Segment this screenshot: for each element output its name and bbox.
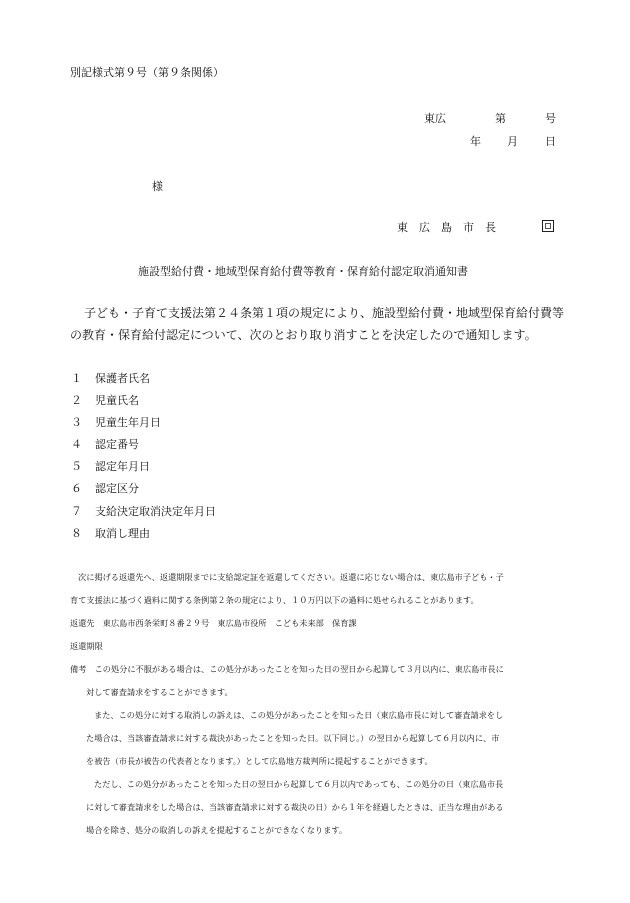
item-label: 児童氏名	[95, 394, 139, 408]
item-number: ２	[71, 394, 82, 408]
return-deadline: 返還期限	[70, 641, 103, 651]
item-number: ５	[71, 460, 82, 474]
notes-section	[70, 566, 580, 842]
item-label: 保護者氏名	[95, 372, 150, 385]
remark-line-2: 対して審査請求をすることができます。	[86, 687, 233, 697]
list-item	[71, 482, 216, 504]
remark-line-3: また、この処分に対する取消しの訴えは、この処分があったことを知った日（東広島市長に対して審査請求をし	[94, 710, 504, 720]
remark-line-1: 備考 この処分に不服がある場合は、この処分があったことを知った日の翌日から起算して３月以内に、東広島市長に	[70, 664, 504, 674]
item-number: ３	[71, 416, 82, 430]
body-line-1: 子ども・子育て支援法第２４条第１項の規定により、施設型給付費・地域型保育給付費等	[84, 306, 565, 320]
item-label: 支給決定取消決定年月日	[95, 504, 216, 518]
list-item	[71, 527, 216, 549]
seal-mark	[542, 220, 554, 232]
remark-line-4: た場合は、当該審査請求に対する裁決があったことを知った日。以下同じ。）の翌日から起算して６月以内に、市	[86, 733, 500, 743]
item-label: 認定年月日	[95, 460, 150, 474]
date-month: 月	[507, 135, 518, 148]
remark-line-6: ただし、この処分があったことを知った日の翌日から起算して６月以内であっても、この処分の日（東広島市長	[94, 779, 504, 789]
item-label: 児童生年月日	[95, 416, 161, 430]
addressee-suffix: 様	[152, 180, 163, 193]
return-notice-line-2: 育て支援法に基づく過料に関する条例第２条の規定により、１０万円以下の過料に処せられることがあります。	[70, 595, 479, 605]
date-day: 日	[545, 135, 556, 148]
document-title: 施設型給付費・地域型保育給付費等教育・保育給付認定取消通知書	[138, 265, 468, 278]
item-label: 認定区分	[95, 482, 139, 496]
item-number: １	[71, 372, 82, 385]
list-item	[71, 505, 216, 527]
list-item	[71, 438, 216, 460]
doc-number-dai: 第	[495, 112, 506, 125]
item-label: 認定番号	[95, 438, 139, 452]
item-label: 取消し理由	[95, 526, 150, 540]
doc-number-go: 号	[545, 112, 556, 125]
remark-line-5: を被告（市長が被告の代表者となります。）として広島地方裁判所に提起することができます。	[86, 756, 433, 766]
return-notice-line-1: 次に掲げる返還先へ、返還期限までに支給認定証を返還してください。返還に応じない場合は、東広島市子ども・子	[78, 572, 504, 582]
remark-line-8: 場合を除き、処分の取消しの訴えを提起することができなくなります。	[86, 825, 348, 835]
list-item	[71, 416, 216, 438]
body-line-2: の教育・保育給付認定について、次のとおり取り消すことを決定したので通知します。	[70, 328, 537, 342]
list-item	[71, 460, 216, 482]
item-number: ８	[71, 526, 82, 540]
remark-line-7: に対して審査請求をした場合は、当該審査請求に対する裁決の日）から１年を経過したときは、正当な理由がある	[86, 802, 504, 812]
form-label: 別記様式第９号（第９条関係）	[70, 66, 224, 79]
doc-number-prefix: 東広	[424, 112, 446, 125]
item-number: ７	[71, 504, 82, 518]
item-list	[71, 372, 216, 549]
item-number: ４	[71, 438, 82, 452]
list-item	[71, 372, 216, 394]
return-address: 返還先 東広島市西条栄町８番２９号 東広島市役所 こども未来部 保育課	[70, 618, 357, 628]
item-number: ６	[71, 482, 82, 496]
list-item	[71, 394, 216, 416]
date-year: 年	[470, 135, 481, 148]
sender-name: 東 広 島 市 長	[397, 221, 496, 234]
